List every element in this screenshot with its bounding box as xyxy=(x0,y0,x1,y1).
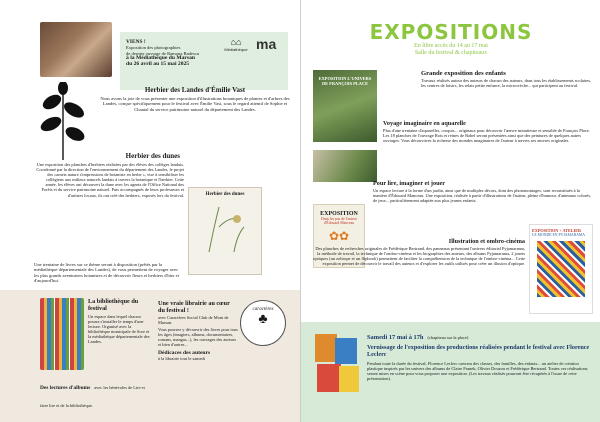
biblio-body: Un espace dans lequel chacun pourra s'installer le temps d'une lecture. Organisé avec la bibliothèque municipale de Sore et la médiathèque départementale des Landes. xyxy=(88,314,150,345)
albums-body: avec les bénévoles de Lire et faire lire et de la bibliothèque. xyxy=(40,385,145,408)
book-icon: ⌂⌂ xyxy=(230,37,242,47)
photo-hands-image xyxy=(40,22,112,77)
plant-sketch-icon xyxy=(189,197,261,257)
albums-title: Des lectures d'albums xyxy=(40,385,91,391)
vernissage-date: Samedi 17 mai à 17h xyxy=(367,334,424,341)
expositions-subtitle-place: Salle du festival & chapiteaux xyxy=(414,50,488,56)
biblio-title: La bibliothèque du festival xyxy=(88,298,139,312)
mediatheque-logo: ⌂⌂ Médiathèque xyxy=(220,38,252,52)
viens-line3: à la Médiathèque du Marsan xyxy=(126,55,195,62)
ombro-title: Illustration et ombro-cinéma xyxy=(448,238,525,245)
ombro-body: Des planches de recherches originales de Frédérique Bertrand, des panneaux présentant l'univers éditorial Pyjamarama, la méthode de travail, la technique de l'ombro-cinéma et les biographies des auteurs, des albums Pyjamarama, 2 jouets optiques (un zoltrope et un flipbook) permettent de faciliter la compréhension de la technique de l'ombro-cinéma... Cette exposition permet de découvrir le travail des auteurs et d'explorer les outils utilisés pour créer un illusion d'optique. xyxy=(313,246,525,267)
herbier-dunes-title: Herbier des dunes xyxy=(125,152,180,160)
pour-lire-body: Un espace lecture à la forme d'un jardin, ainsi que de multiples décors, dont des photomontages, sont reconstitués à la manière d'Édouard Manceau. Une exposition, réalisée à partir d'illustrations de l'auteur, pleine d'humour, d'animaux colorés, de jeux... particulièrement adaptée aux plus jeunes enfants. xyxy=(373,188,592,204)
manceau-poster: EXPOSITION Dans les pas de l'auteur d'Édouard Manceau ✿✿ xyxy=(313,204,365,268)
grande-body: Travaux réalisés autour des auteurs de chacun des auteurs, dans tous les établissements scolaires, les centres de loisirs, les relais petite enfance, la microcrèche... qui participent au festival. xyxy=(421,78,592,89)
tree-icon: ♣ xyxy=(258,312,268,327)
viens-heading: VIENS ! xyxy=(126,39,146,45)
viens-line1: Exposition des photographies xyxy=(126,45,181,51)
albums-stack-icon xyxy=(313,330,361,396)
trentaine-text: Une trentaine de livres sur ce thème seront à disposition (prêtés par la médiathèque départementale des Landes), de vous permettent de voyager avec les plus grands aventuriers botanistes et de découvrir fleurs et herbiers d'hier et d'aujourd'hui. xyxy=(34,262,179,284)
vernissage-date-note: (chapiteau sur la place) xyxy=(427,335,469,340)
leaf-branch-icon xyxy=(36,82,90,160)
dedicaces-body: à la librairie tout le samedi xyxy=(158,355,205,361)
herbier-dunes-image: Herbier des dunes xyxy=(188,187,262,275)
librairie-title: Une vraie librairie au cœur du festival ! xyxy=(158,300,230,314)
expositions-title: EXPOSITIONS xyxy=(369,20,533,44)
dedicaces-title: Dédicaces des auteurs xyxy=(158,349,211,356)
viens-dates: du 26 avril au 15 mai 2025 xyxy=(126,60,190,67)
herbier-dunes-body: Une exposition des planches d'herbiers réalisées par des élèves des collèges landais. Coordonné par la direction de l'environnement du département des Landes, le projet des carnets nature s'impressions de botaniste en herbe », vise à sensibiliser les collégiens aux milieux naturels landais à travers la botanique et l'herbier. Cette année, les élèves ont découvert la dune avec les agents de l'Office National des Forêts et du service patrimoine naturel. Puis accompagnés de leurs professeurs et d'artistes locaux, ils ont créé des herbiers, exposés lors du festival. xyxy=(36,162,184,198)
librairie-body2: Vous pourrez y découvrir des livres pour tous les âges (imagiers, albums, documentaires, romans, mangas...), les ouvrages des auteurs et bien d'autres... xyxy=(158,327,238,348)
vernissage-body: Pendant toute la durée du festival, Florence Leclerc ouvrera des classes, des familles, des enfants... un atelier de création plastique inspirés par les univers des albums de Claire Franek, Olivier Douzou et Frédérique Bertrand. Toutes ces réalisations seront mises en scène pour vous proposer une exposition. (Les travaux réalisés pourront être récupérés à l'issue de cette présentation). xyxy=(367,361,588,382)
viens-line2: de dernier ouvrage de Ramona Badescu xyxy=(126,50,200,56)
herbier-vast-title: Herbier des Landes d'Émilie Vast xyxy=(144,86,246,94)
voyage-title: Voyage imaginaire en aquarelle xyxy=(383,120,466,127)
viens-box xyxy=(120,32,288,90)
striped-pattern xyxy=(537,241,585,297)
francois-place-poster: EXPOSITION L'UNIVERS DE FRANÇOIS PLACE xyxy=(313,70,377,142)
caracteres-logo: caractères ♣ xyxy=(240,300,286,346)
expositions-subtitle-dates: En libre accès du 14 au 17 mai xyxy=(414,43,488,49)
librairie-body1: avec Caractères Social Club de Mont de Marsan. xyxy=(158,315,229,326)
ma-logo: ma xyxy=(256,36,277,52)
watercolor-image xyxy=(313,150,377,182)
herbier-vast-body: Nous avons la joie de vous présenter une exposition d'illustrations botaniques de plantes et d'arbres des Landes, conçue spécifiquement pour le festival avec Émilie Vast, sous le regard attentif de Sophie et Chantal du service patrimoine naturel du département des Landes. xyxy=(100,96,290,112)
animals-icon: ✿✿ xyxy=(328,229,350,244)
pyjamarama-poster: EXPOSITION + ATELIER LE MONDE EN PYJAMARAMA xyxy=(529,224,593,314)
pour-lire-title: Pour lire, imaginer et jouer xyxy=(373,180,445,187)
right-page xyxy=(300,0,600,422)
bookshelf-image xyxy=(40,298,84,370)
voyage-body: Plus d'une trentaine d'aquarelles, croquis... originaux pour découvrir l'œuvre minutieuse et sensible de François Place. Les 18 planches de l'ouvrage Rois et reines de Babel seront présentées ainsi que des peintures de quelques autres ouvrages. Vous découvrirez la richesse des mondes imaginaires de l'auteur à travers ses œuvres originales. xyxy=(383,128,590,144)
vernissage-title: Vernissage de l'exposition des productions réalisées pendant le festival avec Florence Leclerc xyxy=(367,344,590,358)
grande-title: Grande exposition des enfants xyxy=(421,70,506,77)
